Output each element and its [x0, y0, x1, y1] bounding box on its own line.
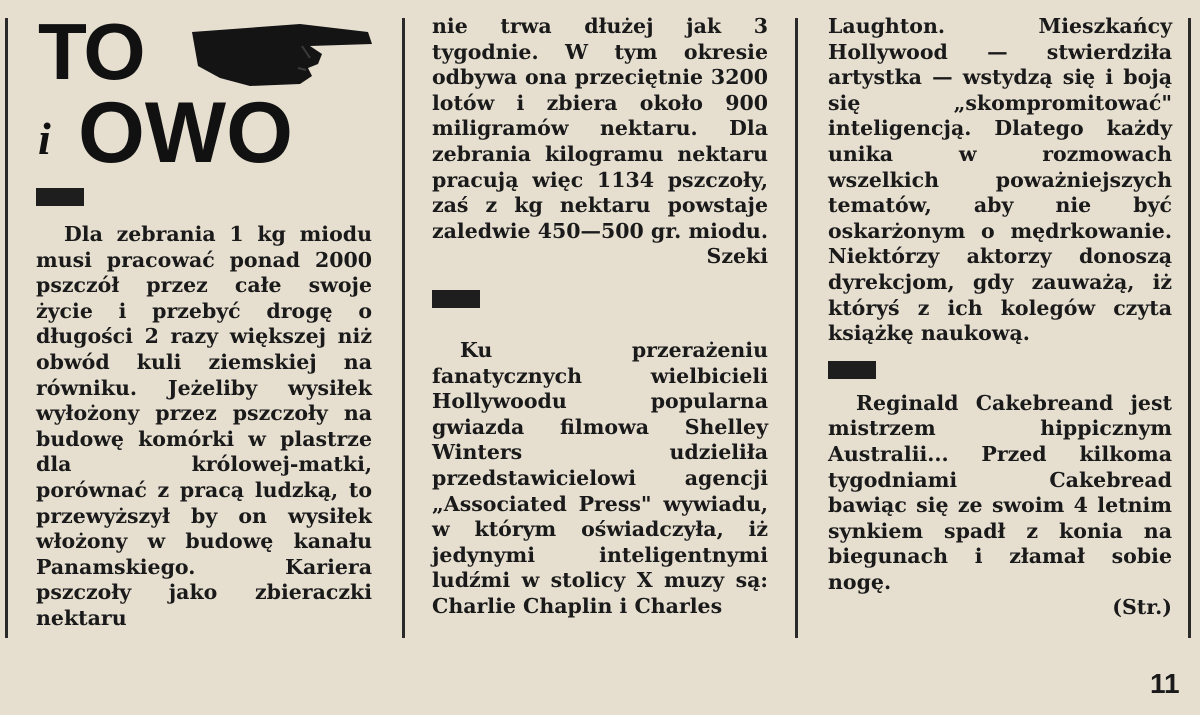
- section-marker: [432, 290, 480, 308]
- section-marker: [36, 188, 84, 206]
- title-owo: OWO: [78, 85, 293, 181]
- column-rule-middle-2: [795, 18, 798, 638]
- article-cakebread: Reginald Cakebreand jest mistrzem hippicznym Australii... Przed kilkoma tygodniami Cakebread bawiąc się ze swoim 4 letnim synkiem spadł z konia na biegunach i złamał sobie nogę.: [828, 390, 1172, 594]
- article-bees-part1: Dla zebrania 1 kg miodu musi pracować ponad 2000 pszczół przez całe swoje życie i przebyć drogę o długości 2 razy większej niż obwód kuli ziemskiej na równiku. Jeżeliby wysiłek wyłożony przez pszczoły na budowę komórki w plastrze dla królowej-matki, porównać z pracą ludzką, to przewyższył by on wysiłek włożony w budowę kanału Panamskiego. Kariera pszczoły jako zbieraczki nektaru: [36, 222, 372, 630]
- title-to: TO: [38, 7, 144, 96]
- article-hollywood-part1: Ku przerażeniu fanatycznych wielbicieli Hollywoodu popularna gwiazda filmowa Shelley Winters udzieliła przedstawicielowi agencji „Associated Press" wywiadu, w którym oświadczyła, iż jedynymi inteligentnymi ludźmi w stolicy X muzy są: Charlie Chaplin i Charles: [432, 337, 768, 618]
- signature-szeki: Szeki: [706, 244, 768, 269]
- column-rule-right: [1188, 18, 1191, 638]
- column-1: [36, 188, 372, 632]
- pointing-hand-icon: [190, 18, 375, 90]
- signature-str: (Str.): [1112, 595, 1172, 620]
- column-3: [828, 14, 1172, 621]
- article-hollywood-part2: Laughton. Mieszkańcy Hollywood — stwierdziła artystka — wstydzą się i boją się „skompromitować" inteligencją. Dlatego każdy unika w rozmowach wszelkich poważniejszych tematów, aby nie być oskarżonym o mędrkowanie. Niektórzy aktorzy donoszą dyrekcjom, gdy zauważą, iż któryś z ich kolegów czyta książkę naukową.: [828, 14, 1172, 346]
- column-rule-middle-1: [402, 18, 405, 638]
- article-bees-part2: nie trwa dłużej jak 3 tygodnie. W tym okresie odbywa ona przeciętnie 3200 lotów i zbiera około 900 miligramów nektaru. Dla zebrania kilogramu nektaru pracują więc 1134 pszczoły, zaś z kg nektaru powstaje zaledwie 450—500 gr. miodu.: [432, 14, 768, 243]
- page-number: 11: [1150, 668, 1180, 699]
- column-2: [432, 14, 768, 619]
- title-i: i: [38, 113, 51, 164]
- column-rule-left: [5, 18, 8, 638]
- section-marker: [828, 361, 876, 379]
